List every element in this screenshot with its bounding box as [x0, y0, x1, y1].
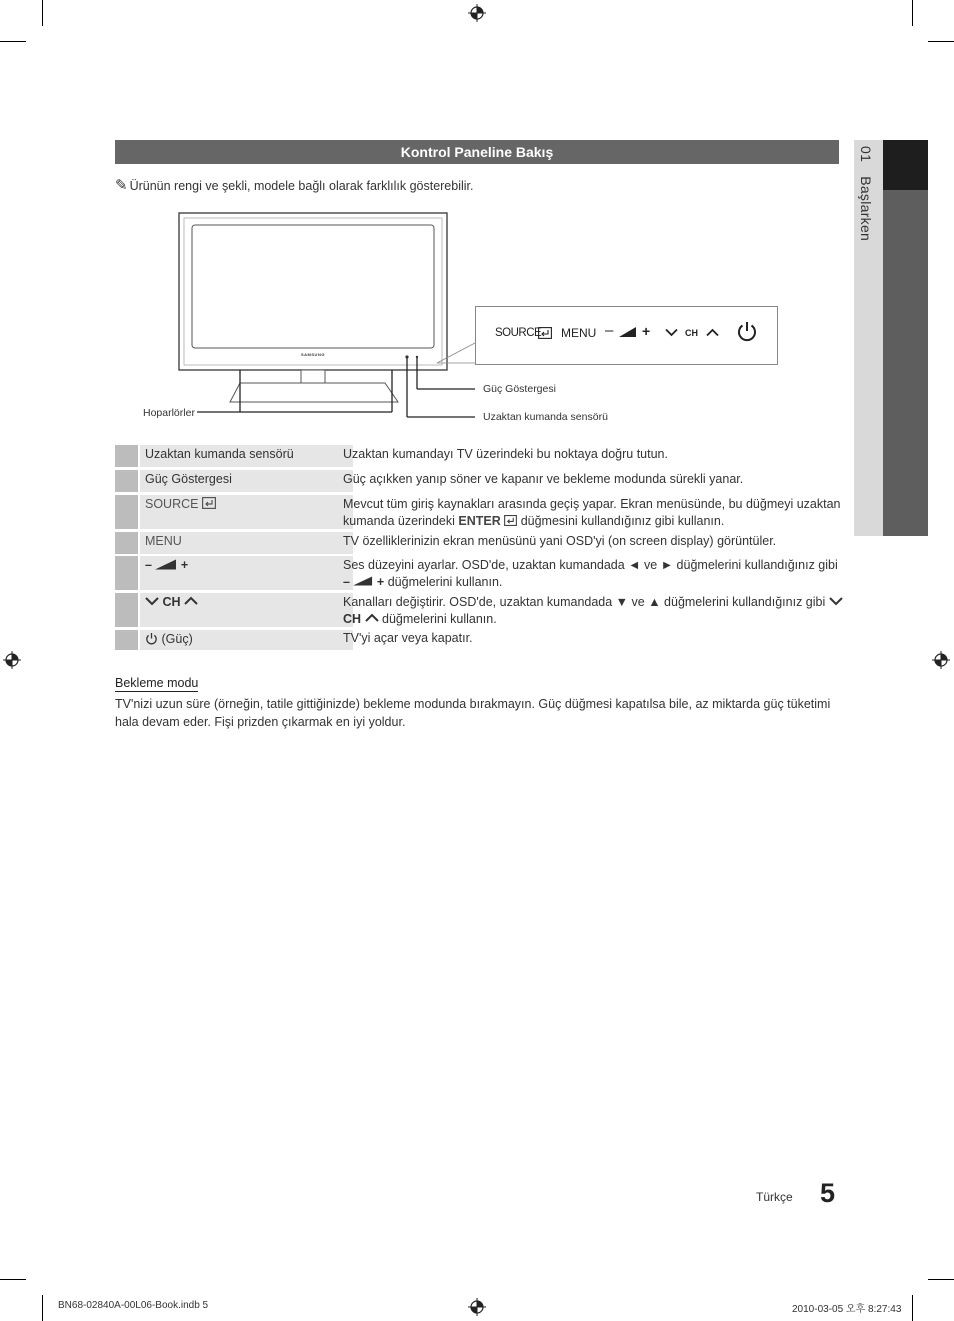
- side-tab-dark-strip: [883, 140, 928, 536]
- table-row: [115, 532, 840, 554]
- speakers-label: Hoparlörler: [143, 407, 195, 419]
- ch-label: CH: [162, 595, 181, 609]
- control-name: [140, 593, 353, 627]
- control-name: Uzaktan kumanda sensörü: [140, 445, 353, 467]
- row-marker: [115, 630, 138, 650]
- ch-desc-tail: düğmelerini kullanın.: [382, 612, 497, 626]
- registration-mark-icon: [468, 1298, 486, 1316]
- row-marker: [115, 532, 138, 554]
- table-row: [115, 470, 840, 492]
- page-language: Türkçe: [756, 1190, 793, 1204]
- crop-mark: [42, 0, 43, 26]
- registration-mark-icon: [932, 651, 950, 669]
- volume-plus-inline: +: [376, 575, 385, 589]
- control-description: [343, 594, 843, 628]
- crop-mark: [928, 1279, 954, 1280]
- crop-mark: [0, 41, 26, 42]
- enter-icon: [504, 515, 517, 526]
- enter-icon: [538, 327, 552, 339]
- table-row: [115, 630, 840, 650]
- chapter-tab: [858, 146, 874, 241]
- enter-keyword: ENTER: [458, 514, 501, 528]
- print-date-info: 2010-03-05 오후 8:27:43: [792, 1304, 902, 1315]
- enter-icon: [202, 497, 216, 509]
- control-description: [343, 496, 843, 530]
- callout-plus-label: +: [642, 323, 651, 339]
- crop-mark: [912, 1295, 913, 1321]
- control-name: [140, 630, 353, 650]
- remote-sensor-label: Uzaktan kumanda sensörü: [483, 411, 608, 423]
- registration-mark-icon: [468, 4, 486, 22]
- power-icon: [736, 320, 758, 342]
- side-tab-active-marker: [883, 140, 928, 190]
- chevron-down-icon: [665, 328, 678, 337]
- control-name: MENU: [140, 532, 353, 554]
- chevron-down-icon: [145, 596, 159, 606]
- chapter-label: Başlarken: [858, 176, 874, 242]
- volume-minus-label: –: [145, 558, 152, 572]
- pencil-note-icon: ✎: [115, 177, 128, 194]
- control-name: [140, 556, 353, 590]
- page-number: 5: [820, 1178, 836, 1208]
- registration-mark-icon: [3, 651, 21, 669]
- control-name: [140, 495, 353, 529]
- control-description: [343, 557, 843, 591]
- row-marker: [115, 445, 138, 467]
- volume-minus-inline: –: [343, 575, 350, 589]
- control-description: TV özelliklerinizin ekran menüsünü yani OSD'yi (on screen display) görüntüler.: [343, 534, 777, 548]
- callout-ch-label: CH: [685, 328, 698, 338]
- tv-brand-logo: SAMSUNG: [301, 352, 325, 357]
- power-label: (Güç): [161, 632, 193, 646]
- print-file-info: BN68-02840A-00L06-Book.indb 5: [58, 1300, 209, 1311]
- source-desc-tail: düğmesini kullandığınız gibi kullanın.: [520, 514, 725, 528]
- row-marker: [115, 470, 138, 492]
- chevron-down-icon: [829, 596, 843, 606]
- callout-menu-label: MENU: [561, 326, 597, 340]
- chevron-up-icon: [365, 613, 379, 623]
- crop-mark: [0, 1279, 26, 1280]
- table-row: [115, 495, 840, 529]
- row-marker: [115, 495, 138, 529]
- section-title: Kontrol Paneline Bakış: [115, 140, 839, 164]
- volume-desc: Ses düzeyini ayarlar. OSD'de, uzaktan kumandada ◄ ve ► düğmelerini kullandığınız gibi: [343, 558, 838, 572]
- chevron-up-icon: [706, 328, 719, 337]
- standby-title: Bekleme modu: [115, 676, 199, 690]
- source-desc: Mevcut tüm giriş kaynakları arasında geçiş yapar. Ekran menüsünde, bu düğmeyi uzaktan kumanda üzerindeki: [343, 497, 841, 528]
- power-icon: [145, 632, 158, 645]
- volume-icon: [619, 326, 637, 338]
- standby-text: TV'nizi uzun süre (örneğin, tatile gittiğinizde) bekleme modunda bırakmayın. Güç düğmesi kapatılsa bile, az miktarda güç tüketimi hala devam eder. Fişi prizden çıkarmak en iyi yoldur.: [115, 697, 831, 729]
- chapter-number: 01: [858, 146, 874, 163]
- control-description: TV'yi açar veya kapatır.: [343, 631, 473, 645]
- note: [115, 176, 474, 194]
- control-description: Uzaktan kumandayı TV üzerindeki bu noktaya doğru tutun.: [343, 447, 668, 461]
- row-marker: [115, 593, 138, 627]
- volume-icon: [353, 576, 373, 586]
- table-row: [115, 593, 840, 627]
- volume-icon: [155, 559, 177, 570]
- table-row: [115, 556, 840, 590]
- row-marker: [115, 556, 138, 590]
- crop-mark: [42, 1295, 43, 1321]
- volume-plus-label: +: [180, 558, 189, 572]
- power-indicator-label: Güç Göstergesi: [483, 383, 556, 395]
- crop-mark: [928, 41, 954, 42]
- control-description: Güç açıkken yanıp söner ve kapanır ve bekleme modunda sürekli yanar.: [343, 472, 744, 486]
- note-text: Ürünün rengi ve şekli, modele bağlı olarak farklılık gösterebilir.: [129, 179, 474, 193]
- ch-desc: Kanalları değiştirir. OSD'de, uzaktan kumandada ▼ ve ▲ düğmelerini kullandığınız gibi: [343, 595, 826, 609]
- callout-minus-label: –: [605, 322, 614, 339]
- control-name: Güç Göstergesi: [140, 470, 353, 492]
- chevron-up-icon: [184, 596, 198, 606]
- crop-mark: [912, 0, 913, 26]
- ch-inline: CH: [343, 612, 362, 626]
- volume-desc-tail: düğmelerini kullanın.: [387, 575, 503, 589]
- callout-source-label: SOURCE: [495, 327, 542, 339]
- source-label: SOURCE: [145, 497, 199, 511]
- table-row: [115, 445, 840, 467]
